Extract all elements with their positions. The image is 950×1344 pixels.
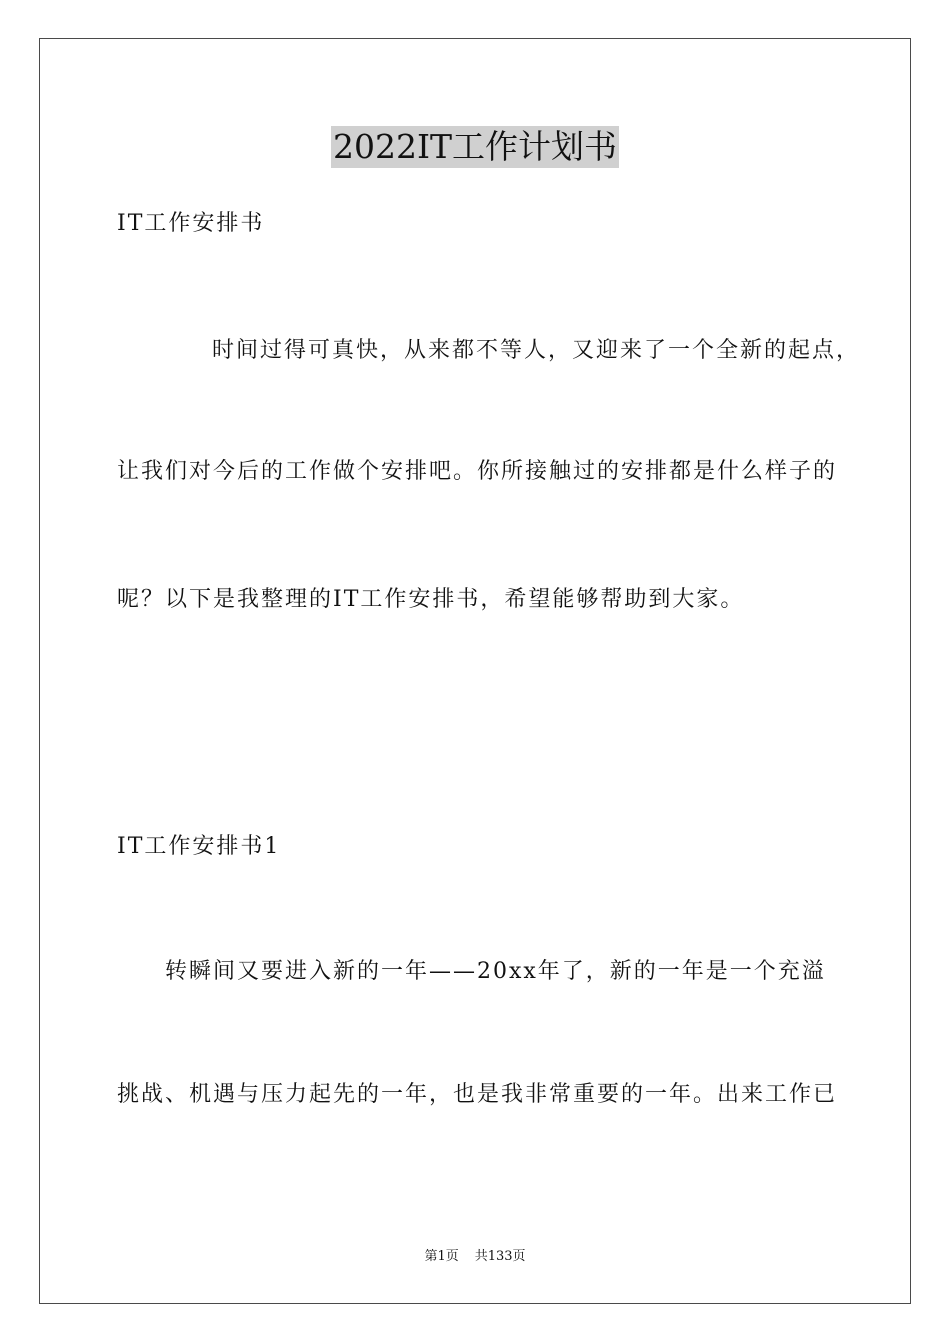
paragraph-line: 转瞬间又要进入新的一年——20xx年了，新的一年是一个充溢 [165, 959, 826, 984]
document-title-container [0, 126, 950, 168]
paragraph-line: 呢？以下是我整理的IT工作安排书，希望能够帮助到大家。 [117, 587, 745, 612]
page-total: 共133页 [474, 1249, 526, 1264]
document-title: 2022IT工作计划书 [332, 127, 618, 166]
page-footer [0, 1248, 950, 1266]
section-heading: IT工作安排书1 [117, 834, 281, 859]
section-heading: IT工作安排书 [117, 211, 265, 236]
paragraph-line: 挑战、机遇与压力起先的一年，也是我非常重要的一年。出来工作已 [117, 1082, 838, 1107]
paragraph-line: 时间过得可真快，从来都不等人，又迎来了一个全新的起点， [212, 338, 861, 363]
paragraph-line: 让我们对今后的工作做个安排吧。你所接触过的安排都是什么样子的 [117, 459, 838, 484]
page-number: 第1页 [424, 1249, 459, 1264]
